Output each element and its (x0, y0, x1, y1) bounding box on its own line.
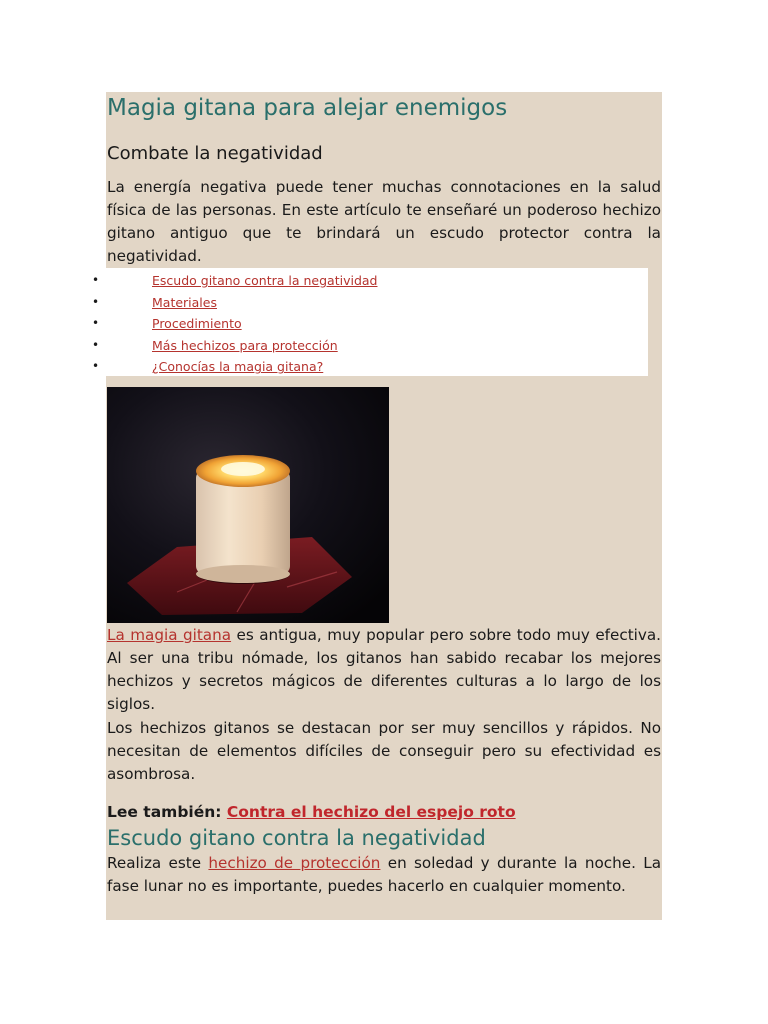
hechizos-paragraph: Los hechizos gitanos se destacan por ser muy sencillos y rápidos. No necesitan de elementos difíciles de conseguir pero su efectividad es asombrosa. (107, 719, 661, 783)
bullet-icon: • (92, 337, 100, 352)
toc-link-materiales[interactable]: Materiales (152, 294, 217, 310)
magia-paragraph-text: es antigua, muy popular pero sobre todo muy efectiva. Al ser una tribu nómade, los gitanos han sabido recabar los mejores hechizos y secretos mágicos de diferentes culturas a lo largo de los siglos. (107, 626, 661, 713)
realiza-text-after: en soledad y durante la noche. La fase lunar no es importante, puedes hacerlo en cualquier momento. (107, 854, 661, 895)
lee-tambien-label: Lee también: (107, 803, 222, 821)
page-subtitle: Combate la negatividad (107, 143, 323, 164)
bullet-icon: • (92, 273, 100, 287)
toc-link-conocias[interactable]: ¿Conocías la magia gitana? (152, 359, 324, 375)
bullet-icon: • (92, 294, 100, 309)
hechizo-proteccion-link[interactable]: hechizo de protección (208, 854, 381, 872)
bullet-icon: • (92, 359, 100, 374)
bullet-icon: • (92, 316, 100, 331)
espejo-roto-link[interactable]: Contra el hechizo del espejo roto (226, 803, 516, 821)
toc-link-mas-hechizos[interactable]: Más hechizos para protección (152, 337, 338, 353)
candle-photo (107, 387, 389, 623)
intro-paragraph: La energía negativa puede tener muchas connotaciones en la salud física de las personas. En este artículo te enseñaré un poderoso hechizo gitano antiguo que te brindará un escudo protector contra la negatividad. (107, 178, 661, 265)
magia-gitana-link[interactable]: La magia gitana (107, 626, 232, 644)
toc-link-escudo[interactable]: Escudo gitano contra la negatividad (152, 273, 378, 288)
lee-tambien (107, 800, 516, 824)
realiza-text-before: Realiza este (107, 854, 209, 872)
magia-paragraph (107, 624, 661, 716)
realiza-paragraph (107, 852, 661, 898)
page-title: Magia gitana para alejar enemigos (107, 95, 508, 121)
toc-link-procedimiento[interactable]: Procedimiento (152, 316, 242, 332)
section-heading-escudo: Escudo gitano contra la negatividad (107, 826, 486, 850)
